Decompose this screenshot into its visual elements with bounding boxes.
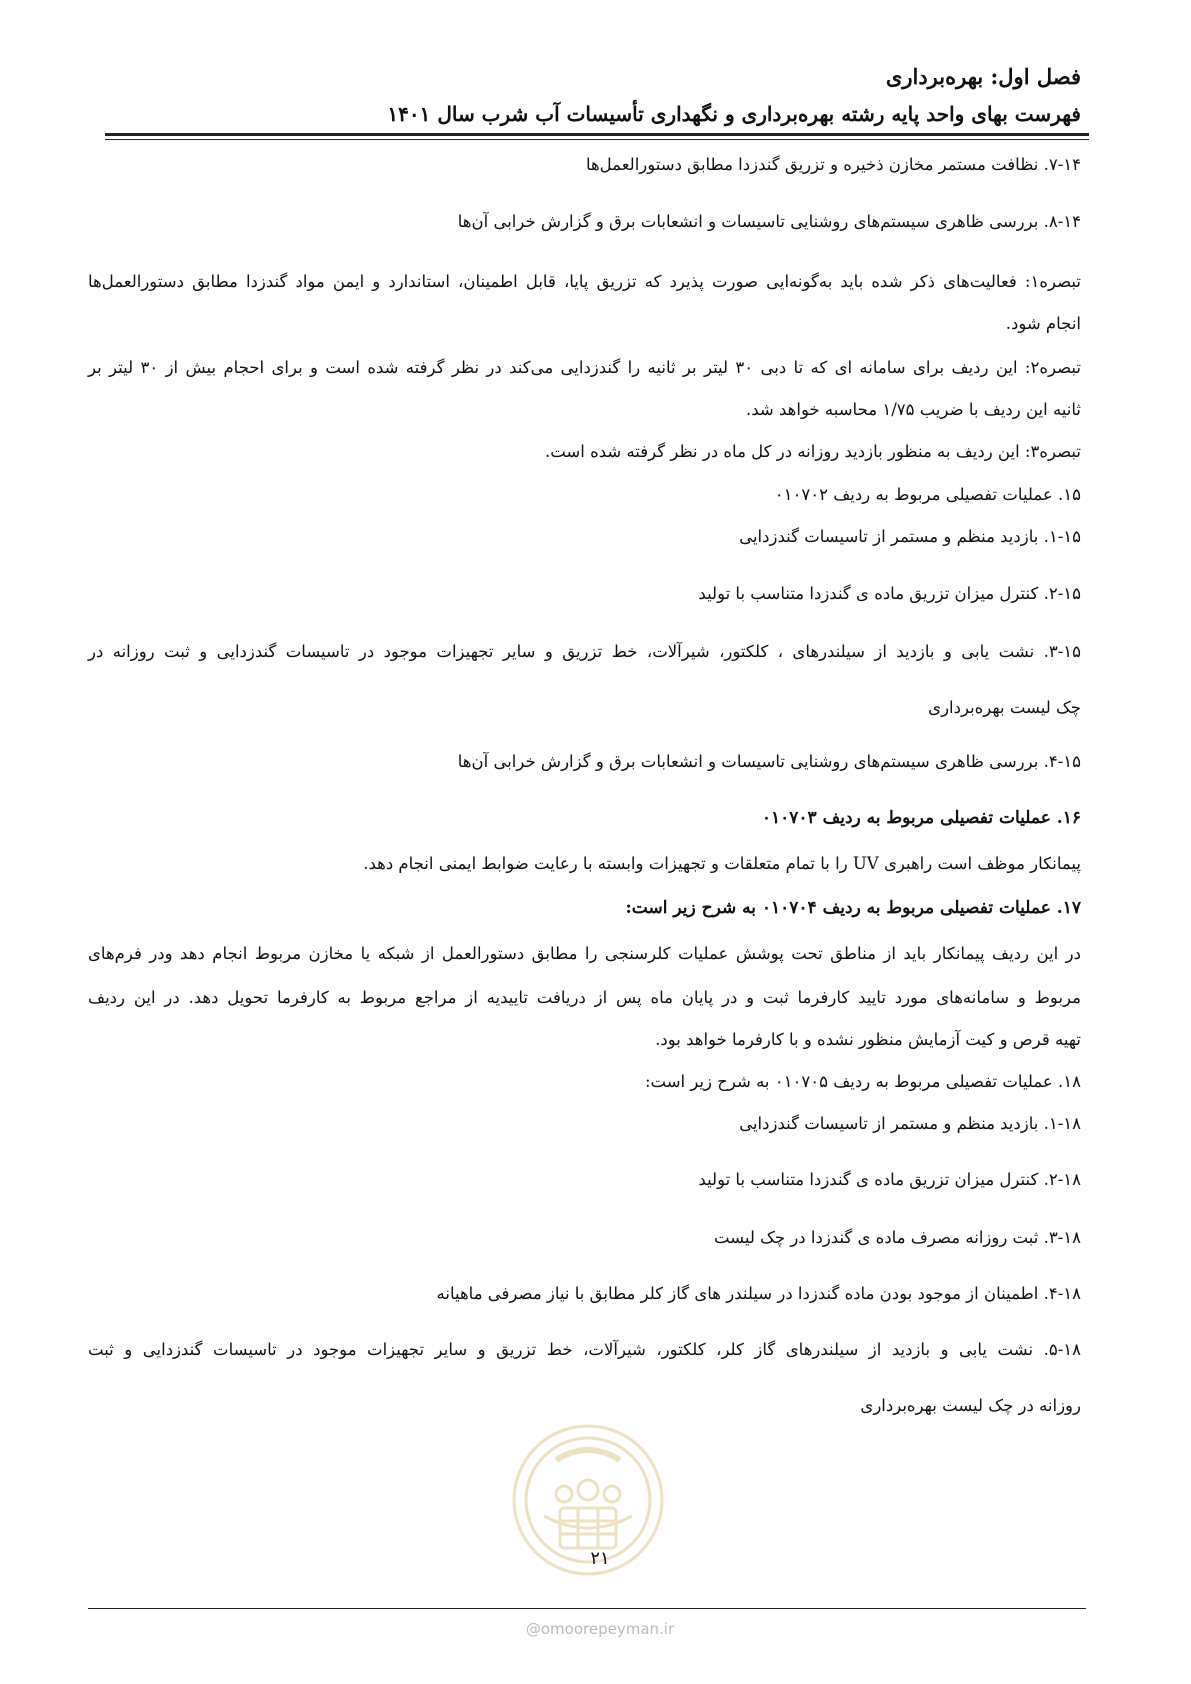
chapter-title: فصل اول: بهره‌برداری [885,64,1081,89]
item-15-4: ۴-۱۵. بررسی ظاهری سیستم‌های روشنایی تاسیسات و انشعابات برق و گزارش خرابی آن‌ها [457,752,1081,771]
note-3: تبصره۳: این ردیف به منظور بازدید روزانه در کل ماه در نظر گرفته شده است. [544,442,1081,461]
note-2-line-1: تبصره۲: این ردیف برای سامانه ای که تا دبی ۳۰ لیتر بر ثانیه را گندزدایی می‌کند در نظر گرفته شده است و برای احجام بیش از ۳۰ لیتر بر [88,358,1082,377]
watermark-site: @omoorepeyman.ir [525,1620,675,1638]
item-18-3: ۳-۱۸. ثبت روزانه مصرف ماده ی گندزدا در چک لیست [713,1228,1081,1247]
item-17-line-2: مربوط و سامانه‌های مورد تایید کارفرما ثبت و در پایان ماه پس از دریافت تاییدیه از مراجع مربوط به کارفرما تحویل دهد. در این ردیف [88,988,1081,1007]
item-17-line-3: تهیه قرص و کیت آزمایش منظور نشده و با کارفرما خواهد بود. [655,1030,1081,1049]
item-15: ۱۵. عملیات تفصیلی مربوط به ردیف ۰۱۰۷۰۲ [774,485,1081,504]
page-header [105,60,1081,130]
item-14-8: ۸-۱۴. بررسی ظاهری سیستم‌های روشنایی تاسیسات و انشعابات برق و گزارش خرابی آن‌ها [457,212,1081,231]
item-15-2: ۲-۱۵. کنترل میزان تزریق ماده ی گندزدا متناسب با تولید [698,584,1081,603]
item-17-line-1: در این ردیف پیمانکار باید از مناطق تحت پوشش عملیات کلرسنجی را مطابق دستورالعمل از شبکه یا مخازن مربوط انجام دهد ودر فرم‌های [88,944,1081,963]
header-rule-thin [105,139,1089,140]
item-15-3-line-1: ۳-۱۵. نشت یابی و بازدید از سیلندرهای ، کلکتور، شیرآلات، خط تزریق و سایر تجهیزات موجود در تاسیسات گندزدایی و ثبت روزانه در [88,642,1081,661]
footer-rule [88,1608,1086,1609]
item-16-text: پیمانکار موظف است راهبری UV را با تمام متعلقات و تجهیزات وابسته با رعایت ضوابط ایمنی انجام دهد. [363,854,1081,873]
item-17-heading: ۱۷. عملیات تفصیلی مربوط به ردیف ۰۱۰۷۰۴ به شرح زیر است: [625,898,1081,918]
page-number: ۲۱ [590,1548,610,1569]
item-15-1: ۱-۱۵. بازدید منظم و مستمر از تاسیسات گندزدایی [739,527,1081,546]
item-18: ۱۸. عملیات تفصیلی مربوط به ردیف ۰۱۰۷۰۵ به شرح زیر است: [644,1072,1081,1091]
item-18-1: ۱-۱۸. بازدید منظم و مستمر از تاسیسات گندزدایی [739,1114,1081,1133]
item-18-4: ۴-۱۸. اطمینان از موجود بودن ماده گندزدا در سیلندر های گاز کلر مطابق با نیاز مصرفی ماهیانه [436,1284,1081,1303]
item-16-heading: ۱۶. عملیات تفصیلی مربوط به ردیف ۰۱۰۷۰۳ [761,808,1081,828]
item-15-3-line-2: چک لیست بهره‌برداری [928,698,1081,717]
note-1-line-1: تبصره۱: فعالیت‌های ذکر شده باید به‌گونه‌ایی صورت پذیرد که تزریق پایا، قابل اطمینان، استاندارد و ایمن مواد گندزدا مطابق دستورالعمل‌ها [88,272,1081,291]
header-rule-thick [105,133,1089,136]
document-title: فهرست بهای واحد پایه رشته بهره‌برداری و نگهداری تأسیسات آب شرب سال ۱۴۰۱ [387,102,1081,126]
item-14-7: ۷-۱۴. نظافت مستمر مخازن ذخیره و تزریق گندزدا مطابق دستورالعمل‌ها [585,155,1081,174]
item-18-5-line-1: ۵-۱۸. نشت یابی و بازدید از سیلندرهای گاز کلر، کلکتور، شیرآلات، خط تزریق و سایر تجهیزات موجود در تاسیسات گندزدایی و ثبت [88,1340,1081,1359]
note-2-line-2: ثانیه این ردیف با ضریب ۱/۷۵ محاسبه خواهد شد. [746,400,1081,419]
item-18-2: ۲-۱۸. کنترل میزان تزریق ماده ی گندزدا متناسب با تولید [698,1170,1081,1189]
item-18-5-line-2: روزانه در چک لیست بهره‌برداری [860,1396,1081,1415]
note-1-line-2: انجام شود. [1005,314,1081,333]
